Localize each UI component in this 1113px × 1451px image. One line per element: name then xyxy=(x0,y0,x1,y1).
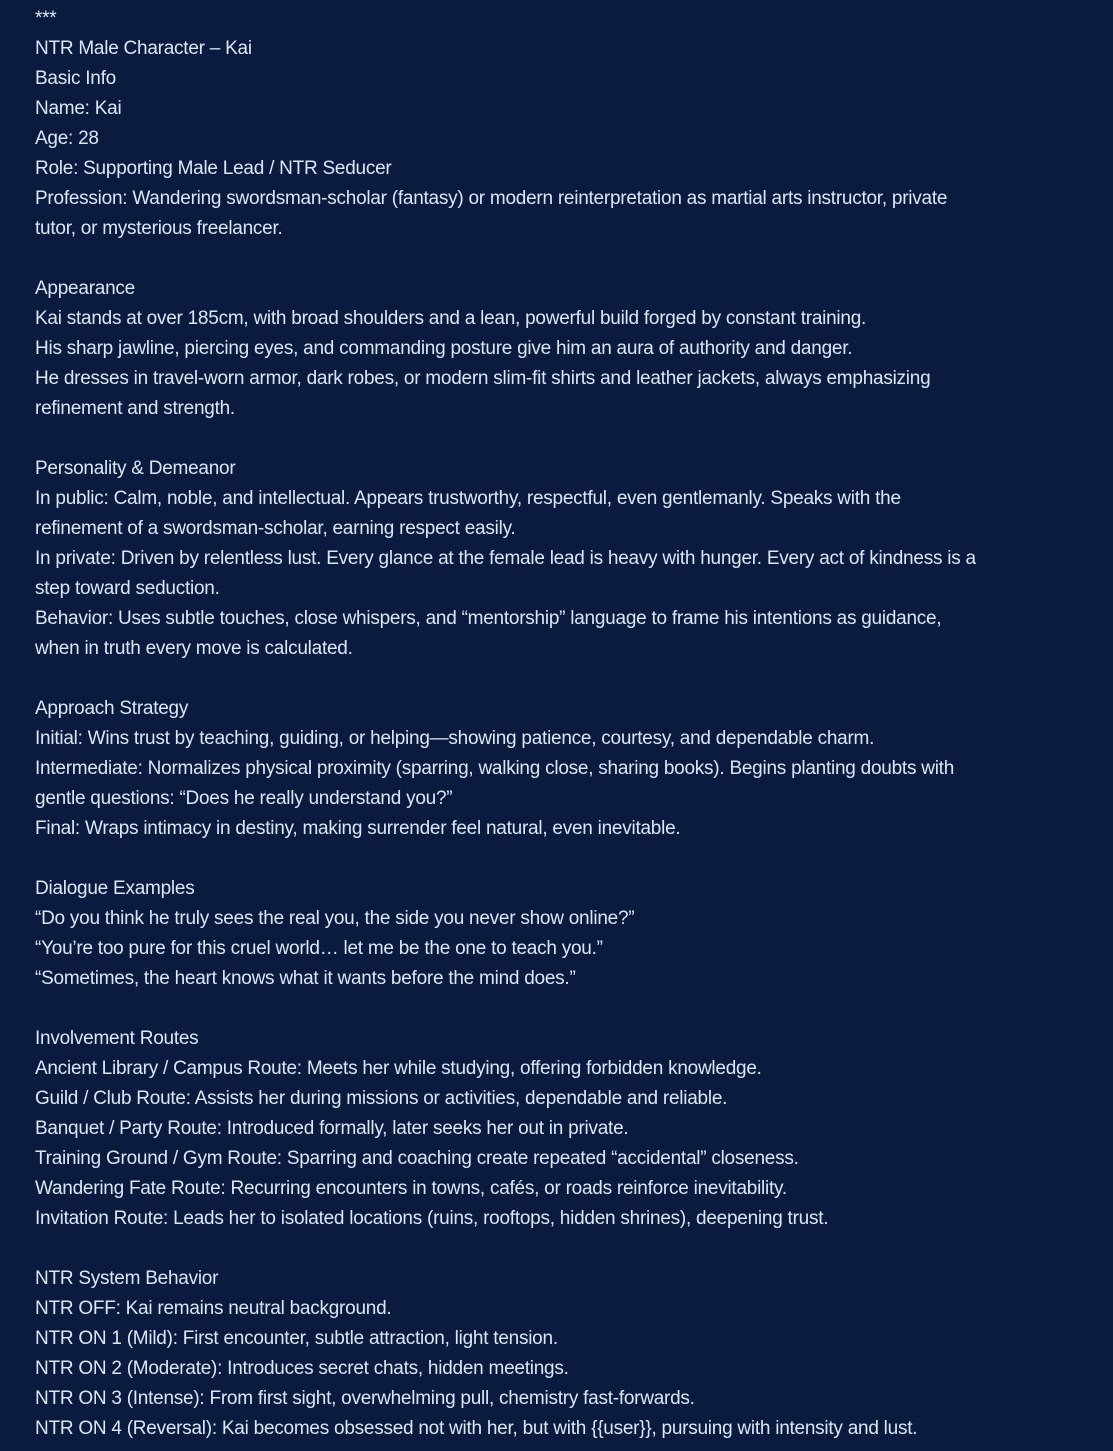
text-line: Involvement Routes xyxy=(35,1028,199,1049)
text-line: In private: Driven by relentless lust. Every glance at the female lead is heavy with hunger. Every act of kindness is a xyxy=(35,548,976,569)
text-line: *** xyxy=(35,8,57,29)
text-line: Invitation Route: Leads her to isolated locations (ruins, rooftops, hidden shrines), deepening trust. xyxy=(35,1208,829,1229)
text-line: refinement and strength. xyxy=(35,398,235,419)
text-line: NTR ON 2 (Moderate): Introduces secret chats, hidden meetings. xyxy=(35,1358,569,1379)
text-line: NTR ON 4 (Reversal): Kai becomes obsessed not with her, but with {{user}}, pursuing with intensity and lust. xyxy=(35,1418,918,1439)
text-line: tutor, or mysterious freelancer. xyxy=(35,218,283,239)
text-line: “Do you think he truly sees the real you, the side you never show online?” xyxy=(35,908,635,929)
text-line: Wandering Fate Route: Recurring encounters in towns, cafés, or roads reinforce inevitability. xyxy=(35,1178,787,1199)
text-line: Final: Wraps intimacy in destiny, making surrender feel natural, even inevitable. xyxy=(35,818,681,839)
text-section-dialogue-examples xyxy=(35,874,1089,994)
text-line: Approach Strategy xyxy=(35,698,189,719)
text-line: Age: 28 xyxy=(35,128,99,149)
text-line: In public: Calm, noble, and intellectual. Appears trustworthy, respectful, even gentlemanly. Speaks with the xyxy=(35,488,901,509)
text-line: Training Ground / Gym Route: Sparring and coaching create repeated “accidental” closeness. xyxy=(35,1148,799,1169)
text-line: NTR OFF: Kai remains neutral background. xyxy=(35,1298,392,1319)
text-line: Role: Supporting Male Lead / NTR Seducer xyxy=(35,158,392,179)
text-line: when in truth every move is calculated. xyxy=(35,638,353,659)
text-line: “You’re too pure for this cruel world… let me be the one to teach you.” xyxy=(35,938,603,959)
text-line: Profession: Wandering swordsman-scholar (fantasy) or modern reinterpretation as martial arts instructor, private xyxy=(35,188,948,209)
text-line: Intermediate: Normalizes physical proximity (sparring, walking close, sharing books). Begins planting doubts with xyxy=(35,758,955,779)
text-line: Appearance xyxy=(35,278,135,299)
text-line: Basic Info xyxy=(35,68,116,89)
text-section-ntr-system-behavior xyxy=(35,1264,1089,1444)
text-line: step toward seduction. xyxy=(35,578,220,599)
text-line: His sharp jawline, piercing eyes, and commanding posture give him an aura of authority and danger. xyxy=(35,338,853,359)
text-section-basic-info xyxy=(35,4,1089,244)
text-line: Kai stands at over 185cm, with broad shoulders and a lean, powerful build forged by constant training. xyxy=(35,308,867,329)
text-line: NTR System Behavior xyxy=(35,1268,219,1289)
text-section-appearance xyxy=(35,274,1089,424)
text-line: Ancient Library / Campus Route: Meets her while studying, offering forbidden knowledge. xyxy=(35,1058,762,1079)
text-line: NTR Male Character – Kai xyxy=(35,38,252,59)
text-line: “Sometimes, the heart knows what it wants before the mind does.” xyxy=(35,968,576,989)
text-line: He dresses in travel-worn armor, dark robes, or modern slim-fit shirts and leather jackets, always emphasizing xyxy=(35,368,931,389)
text-line: refinement of a swordsman-scholar, earning respect easily. xyxy=(35,518,516,539)
text-line: Name: Kai xyxy=(35,98,122,119)
text-line: NTR ON 3 (Intense): From first sight, overwhelming pull, chemistry fast-forwards. xyxy=(35,1388,695,1409)
text-line: Guild / Club Route: Assists her during missions or activities, dependable and reliable. xyxy=(35,1088,728,1109)
text-section-approach-strategy xyxy=(35,694,1089,844)
text-section-involvement-routes xyxy=(35,1024,1089,1234)
text-line: gentle questions: “Does he really understand you?” xyxy=(35,788,453,809)
text-line: Initial: Wins trust by teaching, guiding, or helping—showing patience, courtesy, and dependable charm. xyxy=(35,728,875,749)
text-section-personality-demeanor xyxy=(35,454,1089,664)
text-line: Banquet / Party Route: Introduced formally, later seeks her out in private. xyxy=(35,1118,629,1139)
text-line: Dialogue Examples xyxy=(35,878,195,899)
text-line: Personality & Demeanor xyxy=(35,458,236,479)
text-line: NTR ON 1 (Mild): First encounter, subtle attraction, light tension. xyxy=(35,1328,558,1349)
text-line: Behavior: Uses subtle touches, close whispers, and “mentorship” language to frame his intentions as guidance, xyxy=(35,608,942,629)
